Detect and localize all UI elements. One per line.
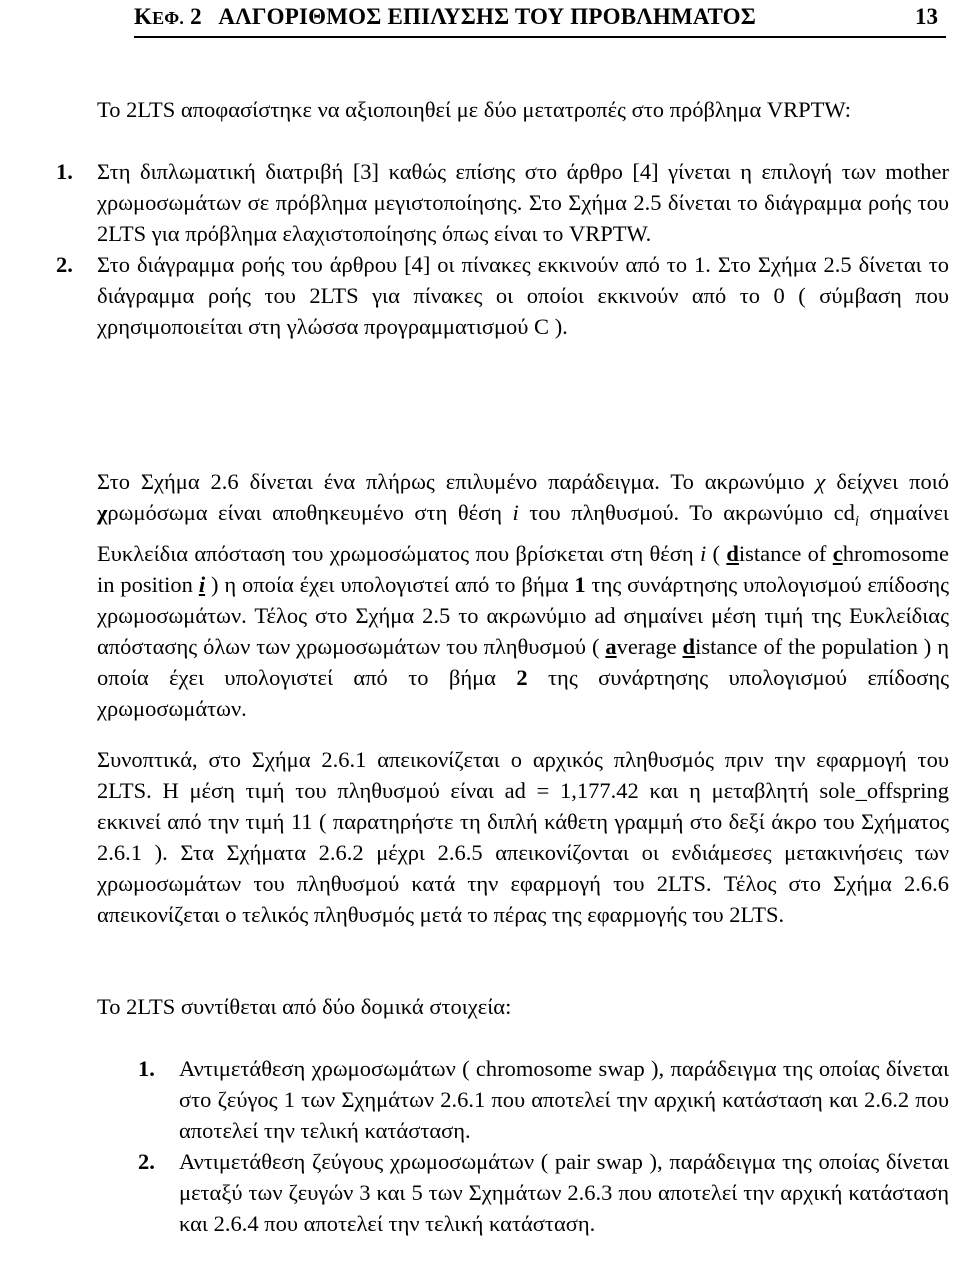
text-run: verage xyxy=(616,633,683,659)
running-header xyxy=(134,2,946,38)
list-item-text: Στη διπλωματική διατριβή [3] καθώς επίσης στο άρθρο [4] γίνεται η επιλογή των mother χρωμοσωμάτων σε πρόβλημα μεγιστοποίησης. Στο Σχήμα 2.5 δίνεται το διάγραμμα ροής του 2LTS για πρόβλημα ελαχιστοποίησης όπως είναι το VRPTW. xyxy=(97,159,949,246)
page-number: 13 xyxy=(915,4,938,29)
example-paragraph xyxy=(56,466,949,724)
list-item xyxy=(56,156,949,249)
text-run: δείχνει ποιό xyxy=(825,469,950,494)
text-run-underlined: a xyxy=(605,633,617,659)
text-run-bold: 1 xyxy=(574,571,586,597)
list-item-text: Στο διάγραμμα ροής του άρθρου [4] οι πίνακες εκκινούν από το 1. Στο Σχήμα 2.5 δίνεται το διάγραμμα ροής του 2LTS για πίνακες οι οποίοι εκκινούν από το 0 ( σύμβαση που χρησιμοποιείται στη γλώσσα προγραμματισμού C ). xyxy=(97,252,949,339)
text-run: ) η οποία έχει υπολογιστεί από το βήμα xyxy=(205,571,575,597)
text-run: της συνάρτησης υπολογισμού επίδοσης χρωμοσωμάτων. xyxy=(97,664,949,721)
list-item xyxy=(138,1053,949,1146)
summary-paragraph xyxy=(56,744,949,930)
text-run-underlined: i xyxy=(198,571,206,597)
text-run: ( xyxy=(706,540,727,566)
text-run: της συνάρτησης υπολογισμού επίδοσης χρωμοσωμάτων. Τέλος στο Σχήμα 2.5 το ακρωνύμιο ad σημαίνει μέση τιμή της Ευκλείδιας απόστασης όλων των χρωμοσωμάτων του πληθυσμού ( xyxy=(97,571,950,659)
text-run: ρωμόσωμα είναι αποθηκευμένο στη θέση xyxy=(107,500,513,525)
text-run-italic: χ xyxy=(815,469,826,494)
text-run-underlined: χ xyxy=(97,500,108,525)
text-run: istance of xyxy=(738,540,833,566)
list-item-number: 2. xyxy=(56,252,73,277)
list-item xyxy=(138,1146,949,1239)
text-run-italic: i xyxy=(699,540,707,566)
list-item-number: 1. xyxy=(138,1056,155,1081)
chapter-prefix-initial: Κ xyxy=(134,4,153,29)
components-intro: Το 2LTS συντίθεται από δύο δομικά στοιχεία: xyxy=(97,994,512,1019)
text-run: σημαίνει Ευκλείδια απόσταση του χρωμοσώματος που βρίσκεται στη θέση xyxy=(97,500,949,566)
text-run: hromosome in position xyxy=(97,540,949,597)
chapter-title xyxy=(134,2,756,33)
text-run-underlined: d xyxy=(726,540,739,566)
text-run-underlined: c xyxy=(832,540,843,566)
text-run: Συνοπτικά, στο Σχήμα 2.6.1 απεικονίζεται ο αρχικός πληθυσμός πριν την εφαρμογή του 2LTS. Η μέση τιμή του πληθυσμού είναι ad = 1,177.42 και η μεταβλητή sole_offspring εκκινεί από την τιμή 11 ( παρατηρήστε τη διπλή κάθετη γραμμή στο δεξί άκρο του Σχήματος 2.6.1 ). Στα Σχήματα 2.6.2 μέχρι 2.6.5 απεικονίζονται οι ενδιάμεσες μετακινήσεις των χρωμοσωμάτων του πληθυσμού κατά την εφαρμογή του 2LTS. Τέλος στο Σχήμα 2.6.6 απεικονίζεται ο τελικός πληθυσμός μετά το πέρας της εφαρμογής του 2LTS. xyxy=(97,747,949,927)
list-item-text: Αντιμετάθεση ζεύγους χρωμοσωμάτων ( pair swap ), παράδειγμα της οποίας δίνεται μεταξύ των ζευγών 3 και 5 των Σχημάτων 2.6.3 που αποτελεί την αρχική κατάσταση και 2.6.4 που αποτελεί την τελική κατάσταση. xyxy=(179,1149,949,1236)
text-run-italic: i xyxy=(512,500,519,525)
list-item-number: 1. xyxy=(56,159,73,184)
list-item-text: Αντιμετάθεση χρωμοσωμάτων ( chromosome swap ), παράδειγμα της οποίας δίνεται στο ζεύγος 1 των Σχημάτων 2.6.1 που αποτελεί την αρχική κατάσταση και 2.6.2 που αποτελεί την τελική κατάσταση. xyxy=(179,1056,949,1143)
chapter-title-text: 2 ΑΛΓΟΡΙΘΜΟΣ ΕΠΙΛΥΣΗΣ ΤΟΥ ΠΡΟΒΛΗΜΑΤΟΣ xyxy=(184,4,756,29)
components-list xyxy=(138,1053,949,1239)
text-run-bold: 2 xyxy=(516,664,528,690)
text-run-underlined: d xyxy=(682,633,696,659)
chapter-prefix-rest: ΕΦ. xyxy=(152,8,185,28)
text-run: Στο Σχήμα 2.6 δίνεται ένα πλήρως επιλυμένο παράδειγμα. Το ακρωνύμιο xyxy=(97,469,816,494)
text-run: του πληθυσμού. Το ακρωνύμιο cd xyxy=(518,500,855,525)
intro-paragraph: Το 2LTS αποφασίστηκε να αξιοποιηθεί με δύο μετατροπές στο πρόβλημα VRPTW: xyxy=(97,97,852,122)
list-item xyxy=(56,249,949,342)
modifications-list xyxy=(56,156,949,342)
list-item-number: 2. xyxy=(138,1149,155,1174)
subscript-i: i xyxy=(854,513,859,530)
text-run: istance of the population ) η οποία έχει υπολογιστεί από το βήμα xyxy=(97,633,950,690)
